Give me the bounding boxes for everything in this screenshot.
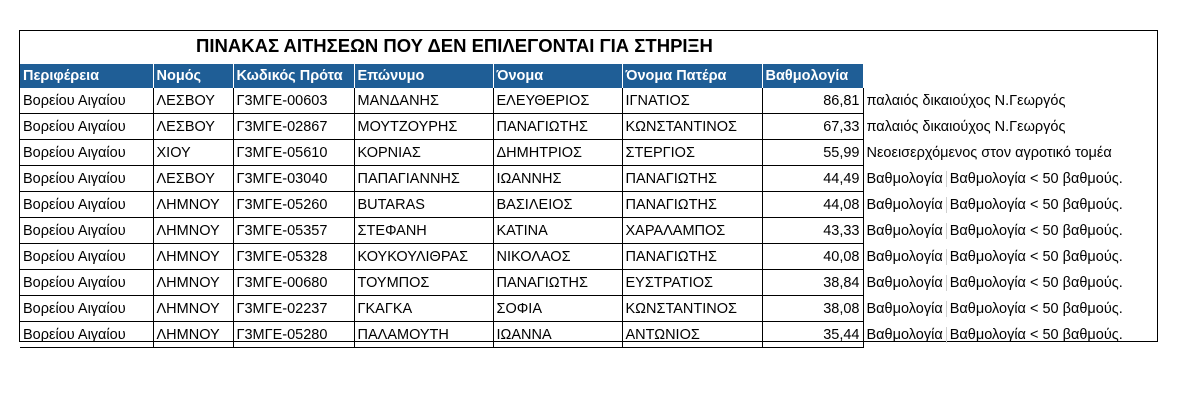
table-row [20,322,1157,348]
cell-code[interactable]: Γ3ΜΓΕ-00603 [233,88,354,114]
cell-name[interactable]: ΣΟΦΙΑ [493,296,622,322]
note-reason: παλαιός δικαιούχος Ν.Γεωργός [866,92,1066,109]
table-row [20,218,1157,244]
cell-score[interactable]: 44,08 [762,192,863,218]
cell-score[interactable]: 35,44 [762,322,863,348]
cell-name[interactable]: ΕΛΕΥΘΕΡΙΟΣ [493,88,622,114]
cell-surname[interactable]: ΤΟΥΜΠΟΣ [354,270,493,296]
note-detail: Βαθμολογία < 50 βαθμούς. [949,170,1123,187]
note-reason: Βαθμολογία [867,275,947,291]
note-detail: Βαθμολογία < 50 βαθμούς. [949,222,1123,239]
col-header-father[interactable]: Όνομα Πατέρα [622,64,762,88]
note-reason: Βαθμολογία [867,171,947,187]
cell-note[interactable] [863,140,1157,166]
table-row [20,192,1157,218]
cell-note[interactable] [863,270,1157,296]
col-header-prefecture[interactable]: Νομός [153,64,233,88]
cell-prefecture[interactable]: ΛΗΜΝΟΥ [153,218,233,244]
cell-region[interactable]: Βορείου Αιγαίου [20,140,153,166]
cell-note[interactable] [863,88,1157,114]
cell-code[interactable]: Γ3ΜΓΕ-02237 [233,296,354,322]
cell-score[interactable]: 43,33 [762,218,863,244]
cell-code[interactable]: Γ3ΜΓΕ-02867 [233,114,354,140]
cell-region[interactable]: Βορείου Αιγαίου [20,166,153,192]
header-row [20,64,1157,88]
cell-prefecture[interactable]: ΧΙΟΥ [153,140,233,166]
cell-surname[interactable]: ΜΑΝΔΑΝΗΣ [354,88,493,114]
note-detail: Βαθμολογία < 50 βαθμούς. [949,300,1123,317]
cell-region[interactable]: Βορείου Αιγαίου [20,88,153,114]
cell-father[interactable]: ΧΑΡΑΛΑΜΠΟΣ [622,218,762,244]
table-title [20,31,1159,61]
cell-father[interactable]: ΕΥΣΤΡΑΤΙΟΣ [622,270,762,296]
cell-name[interactable]: ΝΙΚΟΛΑΟΣ [493,244,622,270]
col-header-code[interactable]: Κωδικός Πρότα [233,64,354,88]
cell-father[interactable]: ΚΩΝΣΤΑΝΤΙΝΟΣ [622,114,762,140]
data-grid [20,64,1157,348]
note-reason: Βαθμολογία [867,223,947,239]
cell-code[interactable]: Γ3ΜΓΕ-00680 [233,270,354,296]
col-header-surname[interactable]: Επώνυμο [354,64,493,88]
table-row [20,88,1157,114]
cell-name[interactable]: ΔΗΜΗΤΡΙΟΣ [493,140,622,166]
cell-prefecture[interactable]: ΛΕΣΒΟΥ [153,166,233,192]
cell-region[interactable]: Βορείου Αιγαίου [20,322,153,348]
table-row [20,166,1157,192]
cell-prefecture[interactable]: ΛΗΜΝΟΥ [153,322,233,348]
note-detail: Βαθμολογία < 50 βαθμούς. [949,274,1123,291]
cell-score[interactable]: 44,49 [762,166,863,192]
cell-name[interactable]: ΙΩΑΝΝΑ [493,322,622,348]
cell-surname[interactable]: ΠΑΛΑΜΟΥΤΗ [354,322,493,348]
cell-region[interactable]: Βορείου Αιγαίου [20,192,153,218]
table-row [20,244,1157,270]
cell-surname[interactable]: BUTARAS [354,192,493,218]
cell-note[interactable] [863,114,1157,140]
cell-surname[interactable]: ΓΚΑΓΚΑ [354,296,493,322]
cell-note[interactable] [863,166,1157,192]
cell-region[interactable]: Βορείου Αιγαίου [20,218,153,244]
col-header-score[interactable]: Βαθμολογία [762,64,863,88]
note-reason: Βαθμολογία [867,301,947,317]
cell-father[interactable]: ΠΑΝΑΓΙΩΤΗΣ [622,244,762,270]
col-header-note-empty [863,64,1157,88]
cell-prefecture[interactable]: ΛΗΜΝΟΥ [153,270,233,296]
cell-prefecture[interactable]: ΛΗΜΝΟΥ [153,296,233,322]
cell-name[interactable]: ΒΑΣΙΛΕΙΟΣ [493,192,622,218]
col-header-name[interactable]: Όνομα [493,64,622,88]
cell-code[interactable]: Γ3ΜΓΕ-05610 [233,140,354,166]
cell-prefecture[interactable]: ΛΗΜΝΟΥ [153,192,233,218]
spreadsheet-table [19,30,1158,342]
cell-surname[interactable]: ΜΟΥΤΖΟΥΡΗΣ [354,114,493,140]
cell-father[interactable]: ΙΓΝΑΤΙΟΣ [622,88,762,114]
cell-score[interactable]: 40,08 [762,244,863,270]
table-row [20,296,1157,322]
note-reason: Βαθμολογία [867,327,947,343]
cell-note[interactable] [863,218,1157,244]
cell-score[interactable]: 55,99 [762,140,863,166]
note-detail: Βαθμολογία < 50 βαθμούς. [949,326,1123,343]
cell-code[interactable]: Γ3ΜΓΕ-03040 [233,166,354,192]
cell-name[interactable]: ΚΑΤΙΝΑ [493,218,622,244]
table-row [20,140,1157,166]
cell-prefecture[interactable]: ΛΕΣΒΟΥ [153,88,233,114]
cell-region[interactable]: Βορείου Αιγαίου [20,244,153,270]
cell-surname[interactable]: ΣΤΕΦΑΝΗ [354,218,493,244]
cell-surname[interactable]: ΚΟΡΝΙΑΣ [354,140,493,166]
cell-father[interactable]: ΠΑΝΑΓΙΩΤΗΣ [622,192,762,218]
note-reason: Νεοεισερχόμενος στον αγροτικό τομέα [866,144,1112,161]
cell-note[interactable] [863,322,1157,348]
note-detail: Βαθμολογία < 50 βαθμούς. [949,196,1123,213]
note-reason: Βαθμολογία [867,197,947,213]
note-reason: παλαιός δικαιούχος Ν.Γεωργός [866,118,1066,135]
cell-code[interactable]: Γ3ΜΓΕ-05260 [233,192,354,218]
table-row [20,114,1157,140]
cell-code[interactable]: Γ3ΜΓΕ-05328 [233,244,354,270]
col-header-region[interactable]: Περιφέρεια [20,64,153,88]
cell-father[interactable]: ΑΝΤΩΝΙΟΣ [622,322,762,348]
cell-father[interactable]: ΠΑΝΑΓΙΩΤΗΣ [622,166,762,192]
cell-note[interactable] [863,296,1157,322]
cell-father[interactable]: ΚΩΝΣΤΑΝΤΙΝΟΣ [622,296,762,322]
cell-surname[interactable]: ΚΟΥΚΟΥΛΙΘΡΑΣ [354,244,493,270]
cell-code[interactable]: Γ3ΜΓΕ-05280 [233,322,354,348]
cell-code[interactable]: Γ3ΜΓΕ-05357 [233,218,354,244]
cell-name[interactable]: ΠΑΝΑΓΙΩΤΗΣ [493,270,622,296]
cell-father[interactable]: ΣΤΕΡΓΙΟΣ [622,140,762,166]
cell-name[interactable]: ΙΩΑΝΝΗΣ [493,166,622,192]
cell-score[interactable]: 38,84 [762,270,863,296]
cell-note[interactable] [863,192,1157,218]
note-reason: Βαθμολογία [867,249,947,265]
cell-region[interactable]: Βορείου Αιγαίου [20,114,153,140]
cell-score[interactable]: 38,08 [762,296,863,322]
cell-surname[interactable]: ΠΑΠΑΓΙΑΝΝΗΣ [354,166,493,192]
cell-region[interactable]: Βορείου Αιγαίου [20,296,153,322]
cell-score[interactable]: 67,33 [762,114,863,140]
cell-name[interactable]: ΠΑΝΑΓΙΩΤΗΣ [493,114,622,140]
cell-note[interactable] [863,244,1157,270]
cell-score[interactable]: 86,81 [762,88,863,114]
table-title-text: ΠΙΝΑΚΑΣ ΑΙΤΗΣΕΩΝ ΠΟΥ ΔΕΝ ΕΠΙΛΕΓΟΝΤΑΙ ΓΙΑ ΣΤΗΡΙΞΗ [196,35,713,56]
cell-prefecture[interactable]: ΛΕΣΒΟΥ [153,114,233,140]
note-detail: Βαθμολογία < 50 βαθμούς. [949,248,1123,265]
cell-prefecture[interactable]: ΛΗΜΝΟΥ [153,244,233,270]
cell-region[interactable]: Βορείου Αιγαίου [20,270,153,296]
table-row [20,270,1157,296]
